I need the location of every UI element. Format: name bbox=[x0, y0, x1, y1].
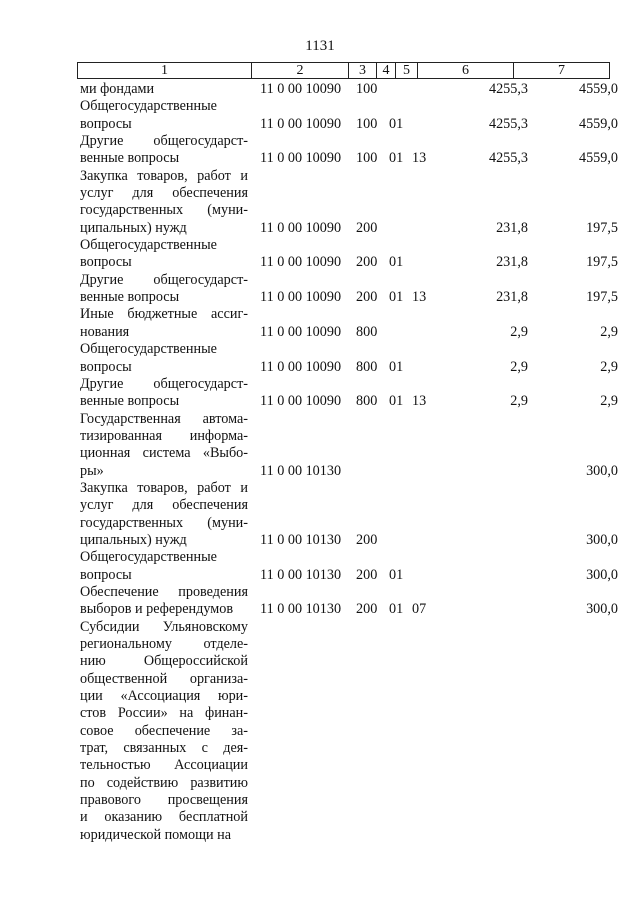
row-col4: 01 bbox=[389, 358, 404, 375]
row-code: 11 0 00 10090 bbox=[260, 358, 342, 375]
description-line: Общегосударственные bbox=[80, 341, 217, 358]
description-line: трат, связанных с дея- bbox=[80, 740, 248, 757]
row-value-6: 2,9 bbox=[510, 393, 528, 410]
description-line: Субсидии Ульяновскому bbox=[80, 618, 248, 635]
description-line: ципальных) нужд bbox=[80, 531, 187, 548]
description-line: Общегосударственные bbox=[80, 237, 217, 254]
row-value-7: 300,0 bbox=[586, 601, 618, 618]
row-col4 bbox=[389, 463, 412, 480]
header-col-6: 6 bbox=[417, 63, 513, 78]
row-col5 bbox=[412, 220, 434, 237]
description-line: совое обеспечение за- bbox=[80, 722, 248, 739]
row-value-7: 197,5 bbox=[586, 219, 618, 236]
description-line: государственных (муни- bbox=[80, 202, 248, 219]
table-row bbox=[0, 168, 640, 237]
row-col4: 01 bbox=[389, 289, 404, 306]
row-value-7: 4559,0 bbox=[578, 115, 618, 132]
row-description bbox=[80, 376, 248, 411]
description-line: венные вопросы bbox=[80, 289, 180, 306]
header-col-3: 3 bbox=[348, 63, 376, 78]
table-row bbox=[0, 237, 640, 272]
description-line: ры» bbox=[80, 462, 104, 479]
row-value-6: 231,8 bbox=[496, 219, 528, 236]
table-row bbox=[0, 376, 640, 411]
header-col-2: 2 bbox=[251, 63, 348, 78]
description-line: вопросы bbox=[80, 358, 132, 375]
row-value-7 bbox=[528, 827, 618, 844]
row-value-6 bbox=[434, 463, 528, 480]
description-line: Государственная автома- bbox=[80, 410, 248, 427]
row-col4 bbox=[389, 220, 412, 237]
row-col3 bbox=[356, 463, 389, 480]
row-description bbox=[80, 411, 248, 480]
row-description bbox=[80, 237, 248, 272]
description-line: общественной организа- bbox=[80, 670, 248, 687]
row-description bbox=[80, 480, 248, 549]
description-line: услуг для обеспечения bbox=[80, 185, 248, 202]
description-line: и оказанию бесплатной bbox=[80, 809, 248, 826]
row-col4 bbox=[389, 827, 412, 844]
row-col3 bbox=[356, 827, 389, 844]
table-row bbox=[0, 98, 640, 133]
row-value-6: 4255,3 bbox=[488, 81, 528, 97]
row-col3: 200 bbox=[356, 601, 378, 618]
description-line: правового просвещения bbox=[80, 792, 248, 809]
row-col3: 800 bbox=[356, 323, 378, 340]
row-code: 11 0 00 10090 bbox=[260, 323, 342, 340]
row-value-6 bbox=[434, 567, 528, 584]
header-col-4: 4 bbox=[376, 63, 395, 78]
table-row bbox=[0, 480, 640, 549]
row-value-6: 2,9 bbox=[510, 323, 528, 340]
row-col3: 800 bbox=[356, 358, 378, 375]
description-line: Общегосударственные bbox=[80, 98, 217, 115]
description-line: вопросы bbox=[80, 115, 132, 132]
row-code: 11 0 00 10130 bbox=[260, 531, 342, 548]
row-col4: 01 bbox=[389, 566, 404, 583]
row-code: 11 0 00 10090 bbox=[260, 219, 342, 236]
row-description bbox=[80, 619, 248, 844]
row-description bbox=[80, 133, 248, 168]
description-line: нию Общероссийской bbox=[80, 653, 248, 670]
table-row bbox=[0, 619, 640, 844]
row-col5: 13 bbox=[412, 289, 427, 306]
description-line: выборов и референдумов bbox=[80, 601, 234, 618]
row-col4: 01 bbox=[389, 393, 404, 410]
row-code: 11 0 00 10090 bbox=[260, 393, 342, 410]
row-code: 11 0 00 10090 bbox=[260, 150, 342, 167]
table-body bbox=[0, 81, 640, 844]
row-col3: 100 bbox=[356, 150, 378, 167]
table-row bbox=[0, 81, 640, 98]
description-line: нования bbox=[80, 323, 130, 340]
row-col4: 01 bbox=[389, 115, 404, 132]
row-code: 11 0 00 10090 bbox=[260, 115, 342, 132]
description-line: ципальных) нужд bbox=[80, 219, 187, 236]
row-col5 bbox=[412, 81, 434, 98]
description-line: Иные бюджетные ассиг- bbox=[80, 306, 248, 323]
row-code: 11 0 00 10130 bbox=[260, 566, 342, 583]
table-row bbox=[0, 411, 640, 480]
description-line: Закупка товаров, работ и bbox=[80, 479, 248, 496]
row-col5: 13 bbox=[412, 150, 427, 167]
row-code bbox=[260, 827, 356, 844]
row-value-7: 300,0 bbox=[586, 566, 618, 583]
description-line: тельностью Ассоциации bbox=[80, 757, 248, 774]
row-col3: 200 bbox=[356, 254, 378, 271]
description-line: по содействию развитию bbox=[80, 774, 248, 791]
row-code: 11 0 00 10090 bbox=[260, 81, 342, 97]
row-description bbox=[80, 584, 248, 619]
header-col-5: 5 bbox=[395, 63, 417, 78]
row-value-6: 4255,3 bbox=[488, 150, 528, 167]
row-col5 bbox=[412, 254, 434, 271]
row-col3: 200 bbox=[356, 566, 378, 583]
description-line: услуг для обеспечения bbox=[80, 497, 248, 514]
table-row bbox=[0, 272, 640, 307]
row-code: 11 0 00 10130 bbox=[260, 601, 342, 618]
row-col4: 01 bbox=[389, 150, 404, 167]
row-col3: 200 bbox=[356, 531, 378, 548]
description-line: стов России» на финан- bbox=[80, 705, 248, 722]
row-value-7: 4559,0 bbox=[578, 150, 618, 167]
row-description bbox=[80, 341, 248, 376]
row-code: 11 0 00 10090 bbox=[260, 254, 342, 271]
description-line: Другие общегосударст- bbox=[80, 271, 248, 288]
row-value-6 bbox=[434, 827, 528, 844]
row-value-7: 197,5 bbox=[586, 254, 618, 271]
row-description bbox=[80, 168, 248, 237]
row-value-7: 2,9 bbox=[600, 393, 618, 410]
description-line: региональному отделе- bbox=[80, 636, 248, 652]
row-value-6: 231,8 bbox=[496, 254, 528, 271]
description-line: венные вопросы bbox=[80, 150, 180, 167]
row-description bbox=[80, 549, 248, 584]
row-col4: 01 bbox=[389, 254, 404, 271]
row-col4 bbox=[389, 532, 412, 549]
row-col4 bbox=[389, 324, 412, 341]
row-col3: 200 bbox=[356, 289, 378, 306]
row-col5 bbox=[412, 463, 434, 480]
page-number: 1131 bbox=[305, 38, 335, 54]
description-line: Другие общегосударст- bbox=[80, 375, 248, 392]
row-description bbox=[80, 81, 248, 98]
row-col3: 200 bbox=[356, 219, 378, 236]
row-value-6 bbox=[434, 601, 528, 618]
description-line: юридической помощи на bbox=[80, 826, 232, 843]
table-row bbox=[0, 306, 640, 341]
row-col5: 07 bbox=[412, 601, 427, 618]
row-col5 bbox=[412, 324, 434, 341]
row-description bbox=[80, 98, 248, 133]
row-col5: 13 bbox=[412, 393, 427, 410]
description-line: вопросы bbox=[80, 566, 132, 583]
table-row bbox=[0, 549, 640, 584]
description-line: Общегосударственные bbox=[80, 549, 217, 566]
row-col3: 100 bbox=[356, 81, 378, 97]
row-col3: 800 bbox=[356, 393, 378, 410]
row-col5 bbox=[412, 827, 434, 844]
row-value-6: 2,9 bbox=[510, 358, 528, 375]
row-value-7: 197,5 bbox=[586, 289, 618, 306]
row-description bbox=[80, 272, 248, 307]
row-value-7: 300,0 bbox=[586, 462, 618, 479]
description-line: ми фондами bbox=[80, 81, 155, 97]
row-col4: 01 bbox=[389, 601, 404, 618]
description-line: Другие общегосударст- bbox=[80, 133, 248, 150]
row-col5 bbox=[412, 116, 434, 133]
table-row bbox=[0, 584, 640, 619]
table-header bbox=[77, 62, 610, 79]
row-value-6: 231,8 bbox=[496, 289, 528, 306]
row-col4 bbox=[389, 81, 412, 98]
description-line: Закупка товаров, работ и bbox=[80, 167, 248, 184]
description-line: тизированная информа- bbox=[80, 427, 248, 444]
row-code: 11 0 00 10090 bbox=[260, 289, 342, 306]
row-col5 bbox=[412, 567, 434, 584]
row-value-7: 2,9 bbox=[600, 358, 618, 375]
row-value-7: 4559,0 bbox=[578, 81, 618, 97]
header-col-7: 7 bbox=[513, 63, 609, 78]
row-col5 bbox=[412, 532, 434, 549]
row-description bbox=[80, 306, 248, 341]
description-line: ции «Ассоциация юри- bbox=[80, 688, 248, 705]
description-line: венные вопросы bbox=[80, 393, 180, 410]
description-line: ционная система «Выбо- bbox=[80, 445, 248, 462]
row-value-7: 2,9 bbox=[600, 323, 618, 340]
description-line: вопросы bbox=[80, 254, 132, 271]
row-code: 11 0 00 10130 bbox=[260, 462, 342, 479]
table-row bbox=[0, 341, 640, 376]
row-value-6: 4255,3 bbox=[488, 115, 528, 132]
row-col3: 100 bbox=[356, 115, 378, 132]
description-line: Обеспечение проведения bbox=[80, 583, 248, 600]
row-col5 bbox=[412, 359, 434, 376]
description-line: государственных (муни- bbox=[80, 514, 248, 531]
header-col-1: 1 bbox=[161, 63, 168, 78]
row-value-7: 300,0 bbox=[586, 531, 618, 548]
table-row bbox=[0, 133, 640, 168]
row-value-6 bbox=[434, 532, 528, 549]
